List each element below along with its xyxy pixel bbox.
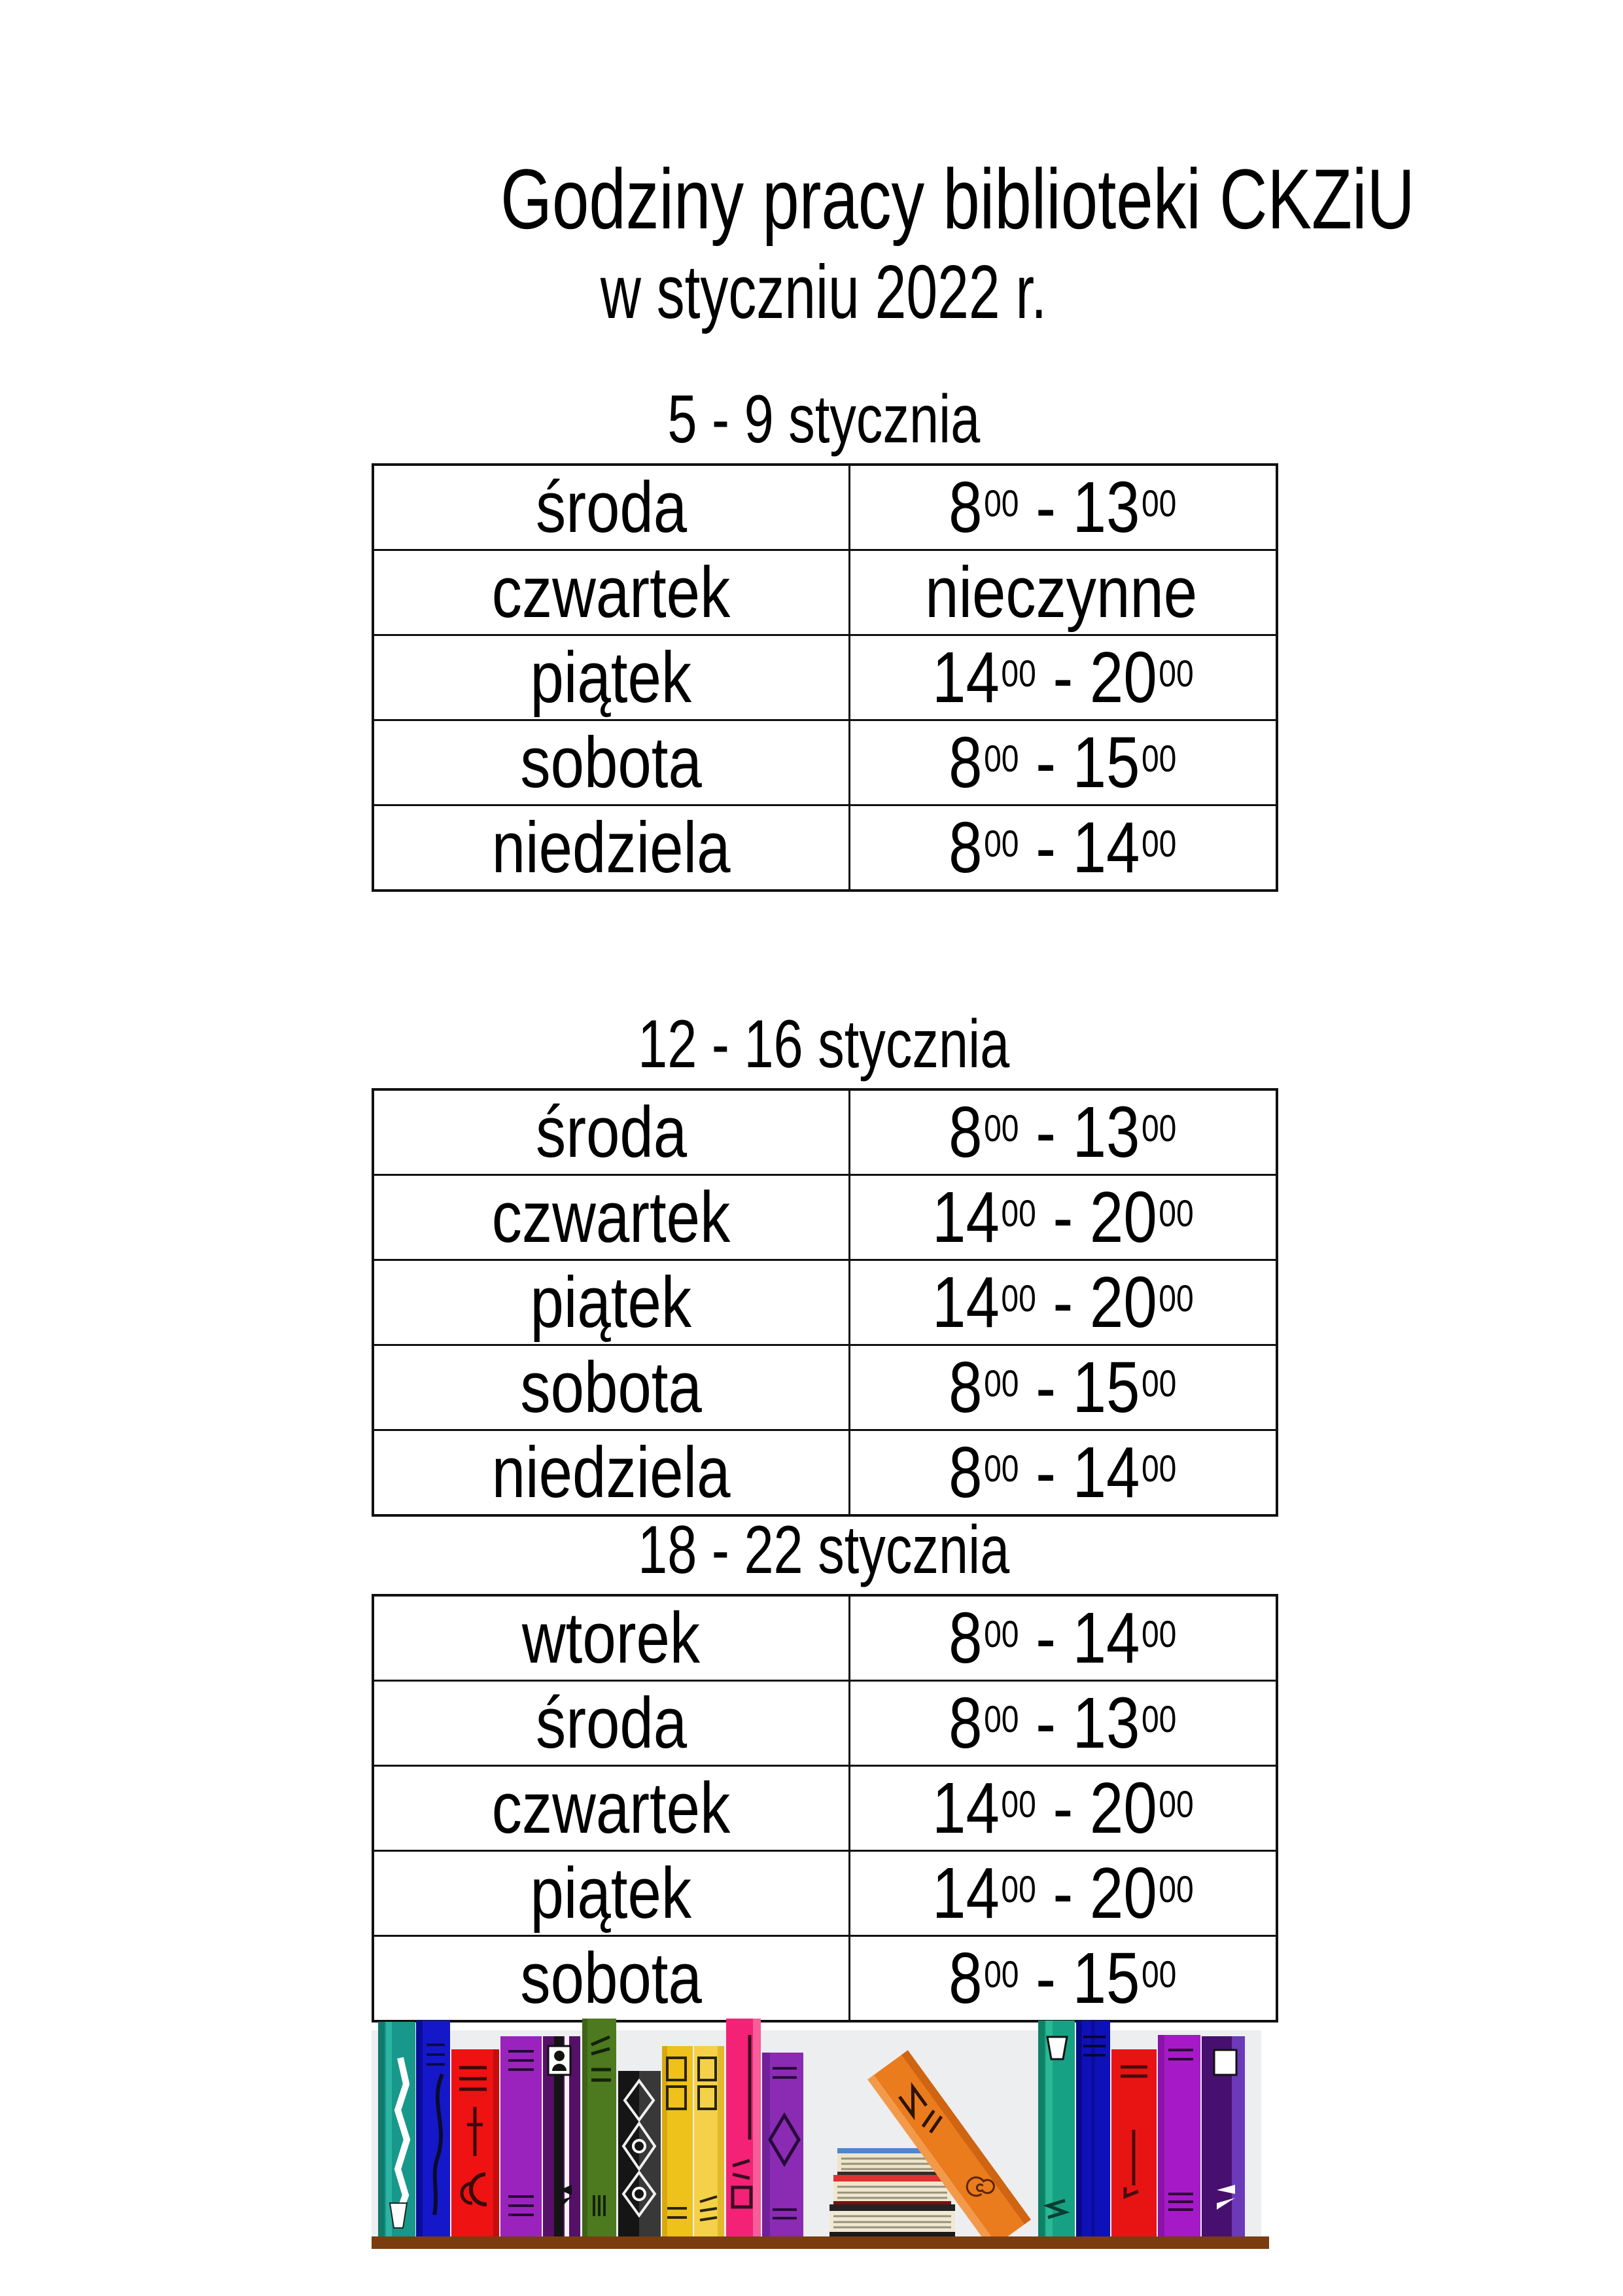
close-hour: 20 <box>1089 1853 1157 1934</box>
hours-separator: - <box>1036 637 1090 718</box>
hours-separator: - <box>1036 1853 1090 1934</box>
day-cell: piątek <box>373 1260 849 1345</box>
close-minutes: 00 <box>1159 1277 1194 1320</box>
bookshelf-illustration <box>372 2019 1269 2249</box>
table-row <box>373 1260 1277 1345</box>
hours-separator: - <box>1036 1262 1090 1343</box>
open-hour: 8 <box>949 467 983 548</box>
day-cell: czwartek <box>373 1175 849 1260</box>
shelf-board <box>372 2236 1269 2249</box>
schedule-table-week-1 <box>372 463 1278 892</box>
open-minutes: 00 <box>984 737 1019 780</box>
open-minutes: 00 <box>984 1613 1019 1655</box>
hours-cell <box>849 1595 1277 1681</box>
day-cell: środa <box>373 1089 849 1175</box>
week-2-caption: 12 - 16 stycznia <box>637 1006 1010 1082</box>
hours-separator: - <box>1019 1092 1073 1173</box>
open-minutes: 00 <box>984 1447 1019 1490</box>
table-row <box>373 465 1277 550</box>
hours-cell <box>849 1175 1277 1260</box>
open-hour: 14 <box>932 637 1000 718</box>
open-minutes: 00 <box>984 482 1019 525</box>
close-hour: 20 <box>1089 1262 1157 1343</box>
close-hour: 13 <box>1073 1683 1140 1763</box>
day-cell: wtorek <box>373 1595 849 1681</box>
close-hour: 15 <box>1073 1347 1140 1428</box>
hours-separator: - <box>1019 1598 1073 1678</box>
table-row <box>373 1851 1277 1936</box>
bookshelf-svg <box>372 2019 1269 2249</box>
table-row <box>373 635 1277 720</box>
open-hour: 8 <box>949 1347 983 1428</box>
close-minutes: 00 <box>1142 1613 1177 1655</box>
hours-separator: - <box>1019 1683 1073 1763</box>
hours-cell <box>849 1260 1277 1345</box>
close-hour: 15 <box>1073 1938 1140 2019</box>
close-minutes: 00 <box>1142 1447 1177 1490</box>
day-cell: piątek <box>373 1851 849 1936</box>
table-row <box>373 805 1277 891</box>
table-row <box>373 550 1277 635</box>
table-row <box>373 1089 1277 1175</box>
close-hour: 14 <box>1073 807 1140 888</box>
schedule-table-week-2 <box>372 1088 1278 1517</box>
open-minutes: 00 <box>1001 652 1036 695</box>
page-subtitle-text: w styczniu 2022 r. <box>600 249 1047 334</box>
day-cell: czwartek <box>373 1766 849 1851</box>
hours-cell <box>849 1936 1277 2022</box>
open-minutes: 00 <box>1001 1192 1036 1235</box>
day-cell: piątek <box>373 635 849 720</box>
open-hour: 8 <box>949 1683 983 1763</box>
open-hour: 14 <box>932 1768 1000 1848</box>
table-row <box>373 720 1277 805</box>
hours-cell <box>849 1345 1277 1430</box>
hours-separator: - <box>1019 1347 1073 1428</box>
open-minutes: 00 <box>1001 1868 1036 1911</box>
week-1-caption: 5 - 9 stycznia <box>667 381 980 457</box>
schedule-table-week-3 <box>372 1594 1278 2022</box>
day-cell: czwartek <box>373 550 849 635</box>
day-cell: środa <box>373 465 849 550</box>
hours-cell <box>849 550 1277 635</box>
close-hour: 20 <box>1089 637 1157 718</box>
table-row <box>373 1595 1277 1681</box>
open-hour: nieczynne <box>925 552 1198 633</box>
day-cell: środa <box>373 1681 849 1766</box>
open-minutes: 00 <box>1001 1783 1036 1826</box>
page-title <box>372 149 1415 249</box>
books-right-group <box>1038 2021 1245 2236</box>
close-minutes: 00 <box>1142 482 1177 525</box>
open-minutes: 00 <box>984 1953 1019 1996</box>
open-hour: 8 <box>949 1432 983 1513</box>
day-cell: niedziela <box>373 1430 849 1516</box>
table-row <box>373 1345 1277 1430</box>
hours-separator: - <box>1019 467 1073 548</box>
table-row <box>373 1681 1277 1766</box>
week-3-caption: 18 - 22 stycznia <box>637 1512 1010 1588</box>
close-minutes: 00 <box>1142 1107 1177 1150</box>
books-left-group <box>378 2019 803 2236</box>
day-cell: niedziela <box>373 805 849 891</box>
open-minutes: 00 <box>984 822 1019 865</box>
close-hour: 14 <box>1073 1598 1140 1678</box>
open-hour: 14 <box>932 1177 1000 1258</box>
close-minutes: 00 <box>1159 1192 1194 1235</box>
open-minutes: 00 <box>984 1107 1019 1150</box>
hours-cell <box>849 720 1277 805</box>
close-minutes: 00 <box>1159 652 1194 695</box>
open-hour: 8 <box>949 1938 983 2019</box>
close-hour: 13 <box>1073 1092 1140 1173</box>
close-minutes: 00 <box>1142 822 1177 865</box>
table-row <box>373 1430 1277 1516</box>
open-hour: 14 <box>932 1262 1000 1343</box>
hours-separator: - <box>1019 1432 1073 1513</box>
hours-separator: - <box>1019 1938 1073 2019</box>
close-hour: 20 <box>1089 1768 1157 1848</box>
hours-cell <box>849 635 1277 720</box>
day-cell: sobota <box>373 720 849 805</box>
open-hour: 8 <box>949 1092 983 1173</box>
page-title-text: Godziny pracy biblioteki CKZiU <box>500 151 1415 247</box>
close-minutes: 00 <box>1142 1698 1177 1740</box>
open-hour: 8 <box>949 1598 983 1678</box>
close-hour: 15 <box>1073 722 1140 803</box>
close-minutes: 00 <box>1159 1783 1194 1826</box>
hours-separator: - <box>1036 1177 1090 1258</box>
open-hour: 14 <box>932 1853 1000 1934</box>
day-cell: sobota <box>373 1936 849 2022</box>
hours-cell <box>849 465 1277 550</box>
close-hour: 13 <box>1073 467 1140 548</box>
hours-cell <box>849 1851 1277 1936</box>
hours-cell <box>849 1089 1277 1175</box>
close-hour: 20 <box>1089 1177 1157 1258</box>
close-minutes: 00 <box>1159 1868 1194 1911</box>
page-subtitle <box>372 250 1276 334</box>
hours-separator: - <box>1019 722 1073 803</box>
table-row <box>373 1936 1277 2022</box>
hours-cell <box>849 1430 1277 1516</box>
hours-cell <box>849 1766 1277 1851</box>
open-hour: 8 <box>949 722 983 803</box>
day-cell: sobota <box>373 1345 849 1430</box>
hours-separator: - <box>1019 807 1073 888</box>
hours-cell <box>849 1681 1277 1766</box>
table-row <box>373 1766 1277 1851</box>
close-minutes: 00 <box>1142 737 1177 780</box>
open-minutes: 00 <box>984 1362 1019 1405</box>
close-hour: 14 <box>1073 1432 1140 1513</box>
hours-separator: - <box>1036 1768 1090 1848</box>
close-minutes: 00 <box>1142 1362 1177 1405</box>
open-hour: 8 <box>949 807 983 888</box>
open-minutes: 00 <box>1001 1277 1036 1320</box>
open-minutes: 00 <box>984 1698 1019 1740</box>
close-minutes: 00 <box>1142 1953 1177 1996</box>
table-row <box>373 1175 1277 1260</box>
hours-cell <box>849 805 1277 891</box>
